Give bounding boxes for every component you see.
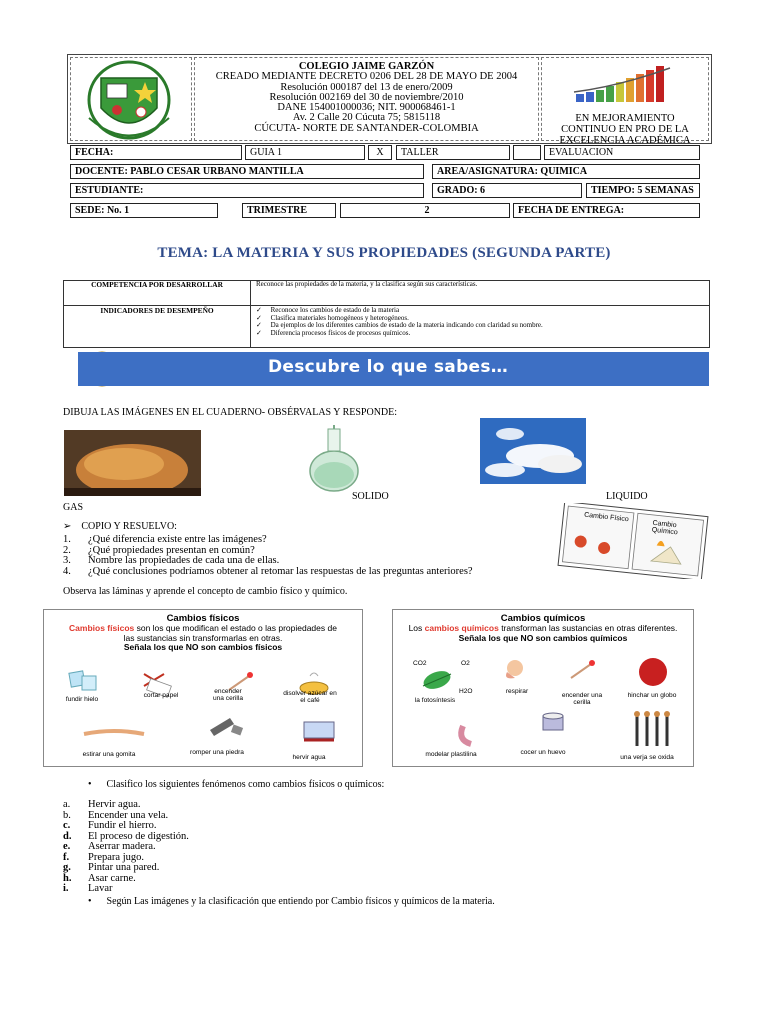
physical-instruction: Señala los que NO son cambios físicos bbox=[123, 642, 283, 652]
blank-check bbox=[513, 145, 541, 160]
resolution-1: Resolución 000187 del 13 de enero/2009 bbox=[280, 81, 453, 93]
city: CÚCUTA- NORTE DE SANTANDER-COLOMBIA bbox=[254, 122, 479, 134]
label-hervir-agua: hervir agua bbox=[292, 754, 326, 761]
label-modelar-plastilina: modelar plastilina bbox=[425, 751, 477, 758]
copio-heading: ➢ COPIO Y RESUELVO: bbox=[63, 521, 177, 532]
chemical-changes-panel bbox=[392, 609, 694, 767]
question-item: 1. ¿Qué diferencia existe entre las imágenes? bbox=[63, 534, 267, 545]
sede-field: SEDE: No. 1 bbox=[70, 203, 218, 218]
indicador-item: ✓ Da ejemplos de los diferentes cambios de estado de la materia indicando con claridad su nombre. bbox=[256, 321, 543, 330]
fecha-entrega-field: FECHA DE ENTREGA: bbox=[513, 203, 700, 218]
tiempo-field: TIEMPO: 5 SEMANAS bbox=[586, 183, 700, 198]
area-field: AREA/ASIGNATURA: QUIMICA bbox=[432, 164, 700, 179]
docente-field: DOCENTE: PABLO CESAR URBANO MANTILLA bbox=[70, 164, 424, 179]
label-cocer-huevo: cocer un huevo bbox=[520, 749, 566, 756]
address: Av. 2 Calle 20 Cúcuta 75; 5815118 bbox=[292, 112, 441, 124]
chemical-instruction: Señala los que NO son cambios químicos bbox=[458, 632, 628, 643]
label-fundir-hielo: fundir hielo bbox=[65, 696, 99, 703]
physical-desc-1: Cambios físicos son los que modifican el estado o las propiedades de bbox=[69, 623, 337, 633]
phenomenon-item: i. Lavar bbox=[63, 883, 113, 894]
competencia-text: Reconoce las propiedades de la materia, y la clasifica según sus características. bbox=[256, 280, 478, 288]
decree-line: CREADO MEDIANTE DECRETO 0206 DEL 28 DE MAYO DE 2004 bbox=[215, 71, 518, 83]
label-h2o: H2O bbox=[459, 688, 473, 695]
motto-line-3: EXCELENCIA ACADÉMICA bbox=[559, 135, 691, 146]
motto-line-2: CONTINUO EN PRO DE LA bbox=[561, 124, 689, 135]
resolution-2: Resolución 002169 del 30 de noviembre/2010 bbox=[269, 91, 464, 103]
competencia-table bbox=[63, 280, 710, 348]
form-row-1 bbox=[70, 145, 700, 160]
banner-title: Descubre lo que sabes… bbox=[268, 357, 509, 377]
competencia-label: COMPETENCIA POR DESARROLLAR bbox=[91, 280, 223, 289]
label-disolver-azucar: disolver azúcar en el café bbox=[283, 690, 337, 704]
form-row-2 bbox=[70, 164, 700, 179]
physical-title: Cambios físicos bbox=[166, 613, 240, 624]
question-item: 2. ¿Qué propiedades presentan en común? bbox=[63, 544, 255, 556]
question-item: 4. ¿Qué conclusiones podríamos obtener al retomar las respuestas de las preguntas anteriores? bbox=[63, 565, 473, 577]
label-solido: SOLIDO bbox=[352, 491, 389, 502]
trimestre-number: 2 bbox=[340, 203, 510, 218]
form-row-3 bbox=[70, 183, 700, 198]
clouds-sky-image bbox=[480, 418, 586, 484]
indicador-item: ✓ Diferencia procesos físicos de procesos químicos. bbox=[256, 328, 411, 337]
observa-text: Observa las láminas y aprende el concepto de cambio físico y químico. bbox=[63, 586, 348, 597]
flask-image bbox=[304, 423, 364, 493]
label-hinchar-globo: hinchar un globo bbox=[627, 692, 677, 699]
rock-image bbox=[64, 430, 201, 496]
x-mark: X bbox=[368, 145, 392, 160]
grado-field: GRADO: 6 bbox=[432, 183, 582, 198]
label-liquido: LIQUIDO bbox=[606, 491, 648, 502]
label-cortar-papel: cortar papel bbox=[143, 692, 179, 699]
label-estirar-gomita: estirar una gomita bbox=[82, 751, 136, 758]
label-romper-piedra: romper una piedra bbox=[190, 749, 244, 756]
label-gas: GAS bbox=[63, 502, 84, 513]
indicador-item: ✓ Reconoce los cambios de estado de la materia bbox=[256, 306, 400, 314]
classify-instruction: • Clasifico los siguientes fenómenos como cambios físicos o químicos: bbox=[88, 779, 385, 790]
fecha-field: FECHA: bbox=[70, 145, 242, 160]
segun-instruction: • Según Las imágenes y la clasificación que entiendo por Cambio físicos y químicos de la materia. bbox=[88, 896, 495, 907]
label-verja-oxida: una verja se oxida bbox=[620, 754, 674, 761]
phenomenon-item: h. Asar carne. bbox=[63, 872, 136, 884]
school-name: COLEGIO JAIME GARZÓN bbox=[298, 61, 435, 72]
form-row-4 bbox=[70, 203, 700, 218]
card-cambio-quimico: Cambio Químico bbox=[651, 519, 679, 537]
logo-cell bbox=[70, 57, 192, 141]
school-shield-logo bbox=[71, 58, 189, 142]
indicadores-label: INDICADORES DE DESEMPEÑO bbox=[100, 306, 214, 315]
chemical-desc: Los cambios químicos transforman las sustancias en otras diferentes. bbox=[408, 623, 678, 633]
phenomenon-item: b. Encender una vela. bbox=[63, 809, 169, 821]
label-fotosintesis: la fotosíntesis bbox=[414, 697, 456, 704]
estudiante-field: ESTUDIANTE: bbox=[70, 183, 424, 198]
taller-field: TALLER bbox=[396, 145, 510, 160]
physical-changes-panel bbox=[43, 609, 363, 767]
motto-cell bbox=[541, 57, 709, 146]
phenomenon-item: g. Pintar una pared. bbox=[63, 862, 160, 873]
growth-bars-graphic bbox=[570, 64, 690, 104]
indicadores-list bbox=[256, 307, 706, 337]
chemical-title: Cambios químicos bbox=[500, 613, 586, 624]
motto-line-1: EN MEJORAMIENTO bbox=[575, 113, 675, 124]
question-item: 3. Nombre las propiedades de cada una de ellas. bbox=[63, 555, 280, 566]
phenomenon-item: d. El proceso de digestión. bbox=[63, 830, 189, 842]
label-o2: O2 bbox=[461, 660, 470, 667]
label-respirar: respirar bbox=[505, 688, 529, 695]
label-co2: CO2 bbox=[413, 660, 427, 667]
phenomenon-item: e. Aserrar madera. bbox=[63, 841, 156, 852]
label-encender-cerilla-q: encender una cerilla bbox=[561, 692, 603, 706]
evaluacion-field: EVALUACION bbox=[544, 145, 700, 160]
dane-nit: DANE 154001000036; NIT. 900068461-1 bbox=[277, 102, 456, 114]
page-title: TEMA: LA MATERIA Y SUS PROPIEDADES (SEGUNDA PARTE) bbox=[157, 245, 611, 261]
label-encender-cerilla: encender una cerilla bbox=[212, 688, 244, 702]
physical-desc-2: las sustancias sin transformarlas en otras. bbox=[123, 632, 283, 643]
draw-instruction: DIBUJA LAS IMÁGENES EN EL CUADERNO- OBSÉRVALAS Y RESPONDE: bbox=[63, 407, 398, 418]
school-header bbox=[67, 54, 712, 144]
phenomenon-item: a. Hervir agua. bbox=[63, 799, 141, 810]
discover-banner bbox=[78, 352, 709, 386]
indicador-item: ✓ Clasifica materiales homogéneos y heterogéneos. bbox=[256, 313, 409, 322]
cambio-card-image bbox=[553, 503, 713, 579]
trimestre-field: TRIMESTRE bbox=[242, 203, 336, 218]
guia-field: GUIA 1 bbox=[245, 145, 365, 160]
phenomenon-item: c. Fundir el hierro. bbox=[63, 820, 157, 831]
school-info-cell bbox=[194, 57, 539, 141]
phenomenon-item: f. Prepara jugo. bbox=[63, 851, 144, 863]
card-cambio-fisico: Cambio Físico bbox=[583, 511, 629, 524]
